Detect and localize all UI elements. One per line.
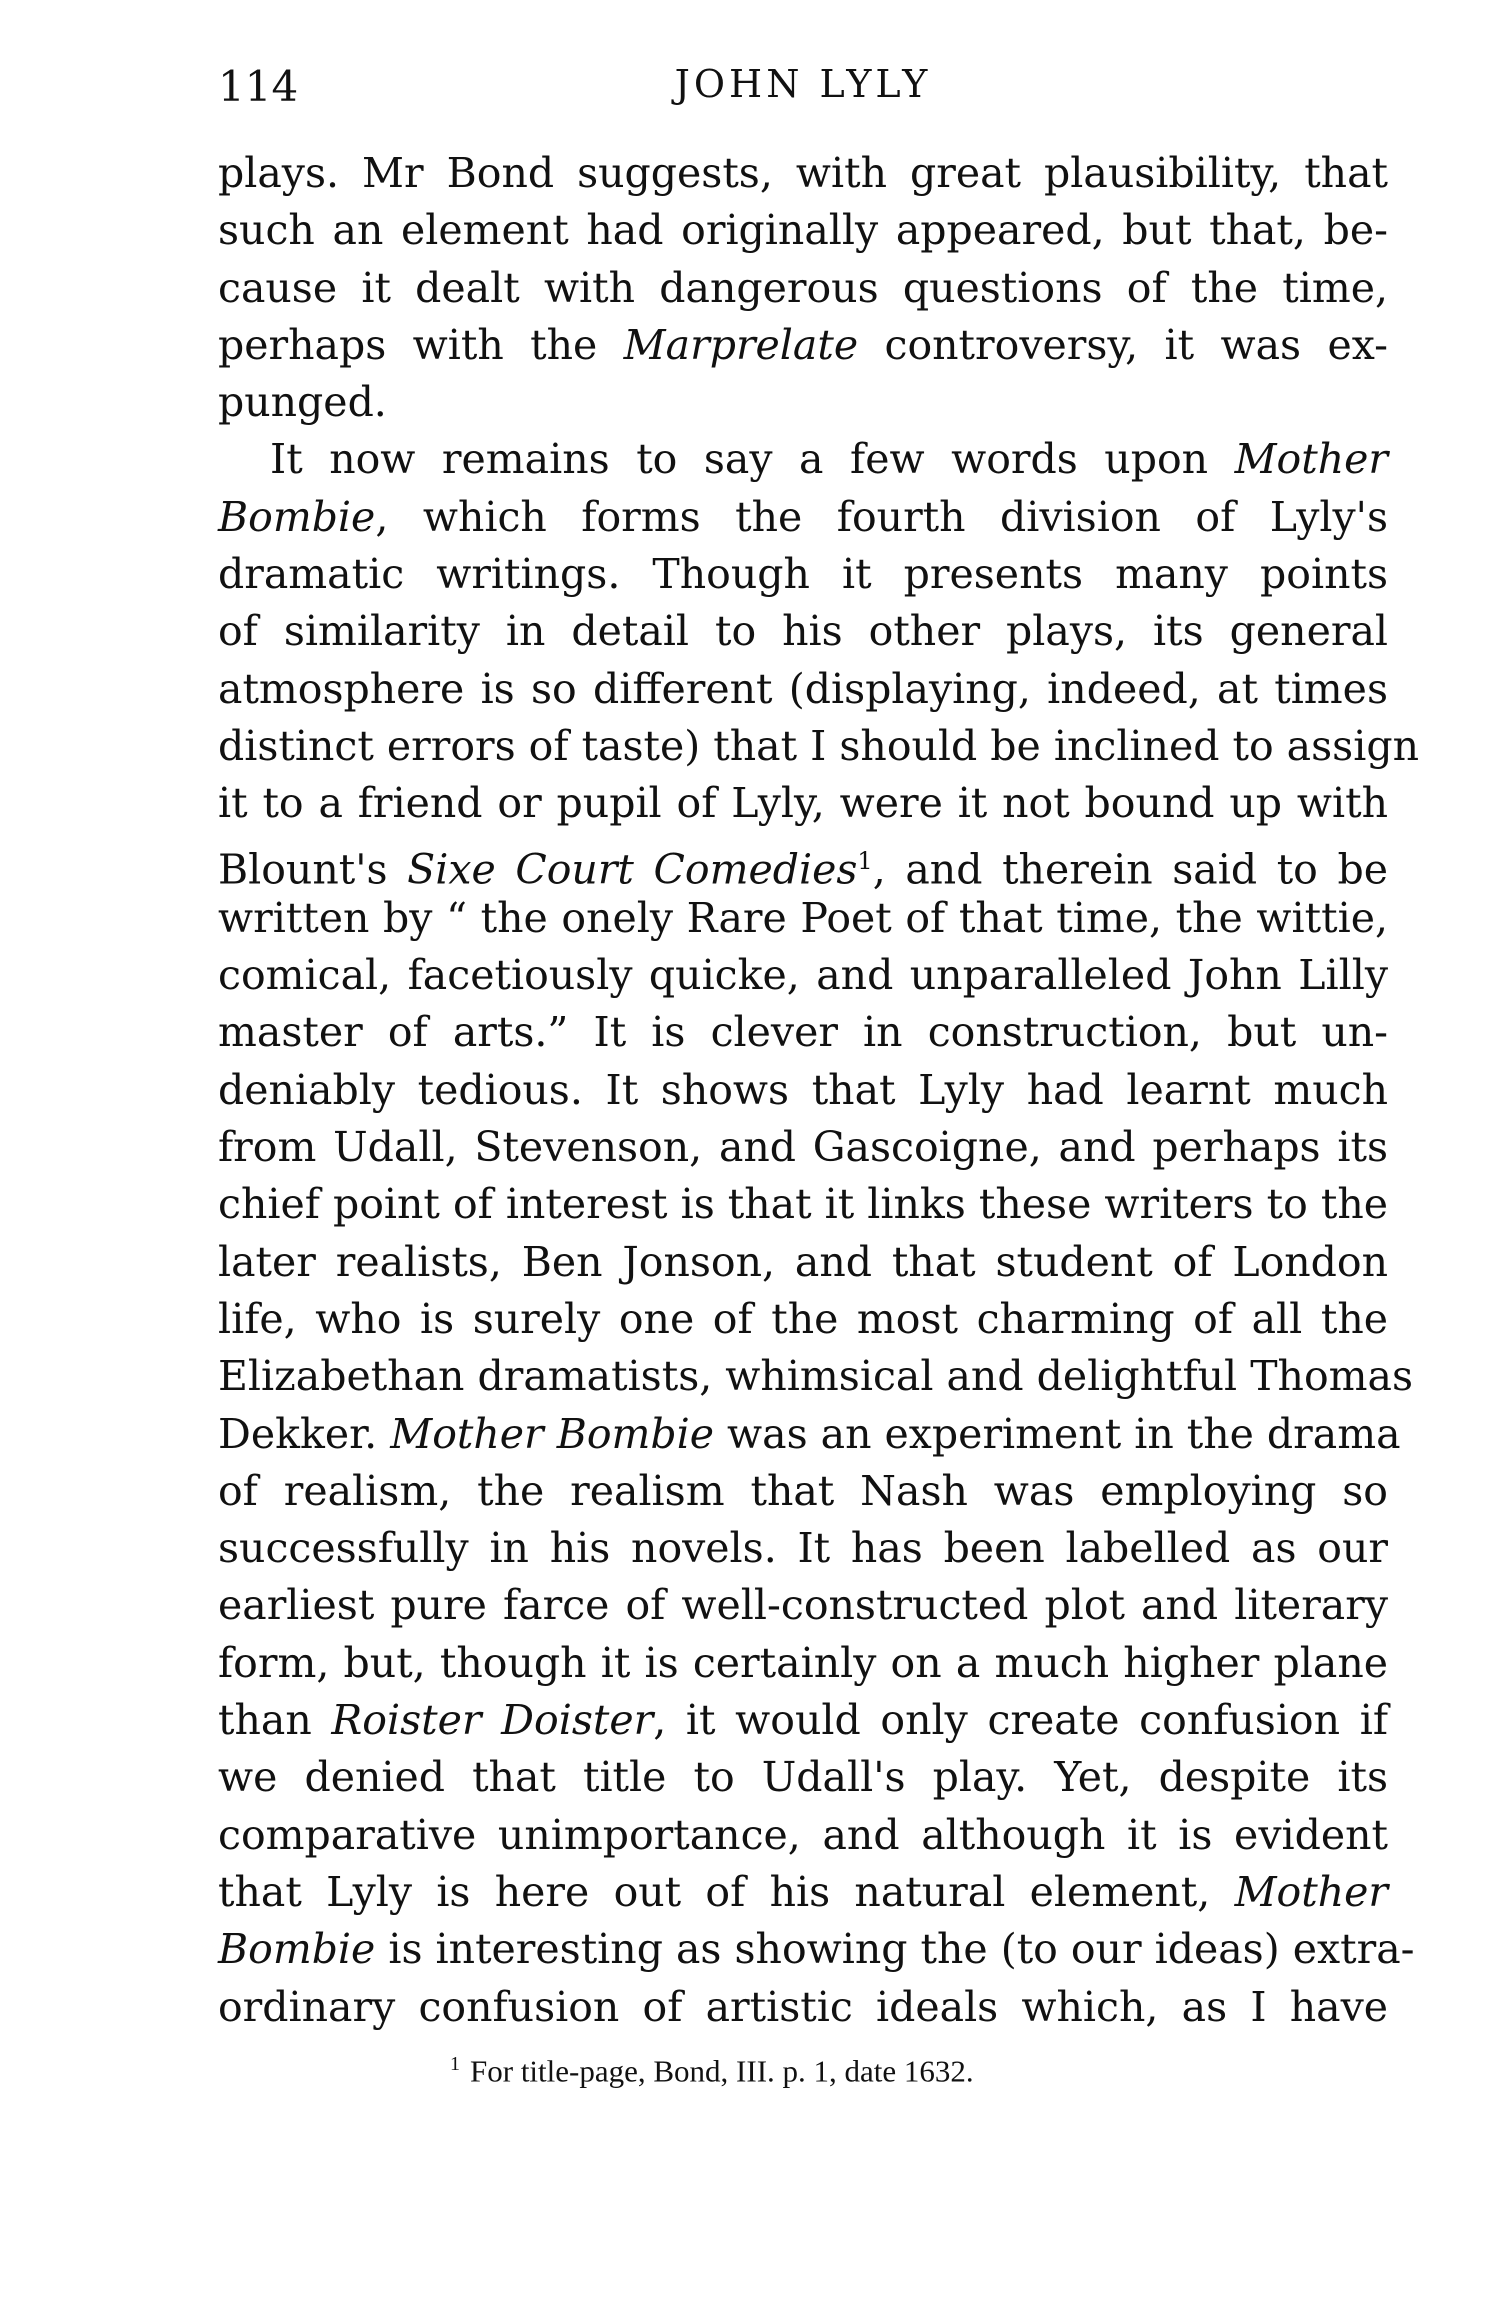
line-text: from Udall, Stevenson, and Gascoigne, and perhaps its xyxy=(218,1123,1388,1172)
text-line xyxy=(218,546,1388,603)
line-text: Elizabethan dramatists, whimsical and delightful Thomas xyxy=(218,1352,1414,1401)
text-line xyxy=(218,1807,1388,1864)
text-line xyxy=(218,374,1388,431)
text-line xyxy=(218,1692,1388,1749)
italic-title: Mother xyxy=(1234,435,1388,484)
text-line xyxy=(218,1234,1388,1291)
italic-title: Mother xyxy=(1234,1867,1388,1916)
line-text: , which forms the fourth division of Lyly's xyxy=(375,492,1388,541)
line-text: controversy, it was ex- xyxy=(858,320,1389,369)
text-line xyxy=(218,431,1388,488)
body-text xyxy=(218,145,1419,2036)
line-text: Dekker. xyxy=(218,1409,391,1458)
line-text: cause it dealt with dangerous questions of the time, xyxy=(218,263,1388,312)
line-text: of realism, the realism that Nash was employing so xyxy=(218,1466,1388,1515)
line-text: Blount's xyxy=(218,845,408,894)
line-text: distinct errors of taste) that I should be inclined to assign xyxy=(218,721,1419,770)
line-text: earliest pure farce of well-constructed plot and literary xyxy=(218,1581,1388,1630)
text-line xyxy=(218,833,1388,894)
text-line xyxy=(218,1520,1388,1577)
text-line xyxy=(218,1921,1415,1978)
line-text: of similarity in detail to his other plays, its general xyxy=(218,607,1388,656)
line-text: such an element had originally appeared, but that, be- xyxy=(218,206,1388,255)
line-text: is interesting as showing the (to our ideas) extra- xyxy=(375,1925,1415,1974)
line-text: comparative unimportance, and although it is evident xyxy=(218,1810,1388,1859)
text-line xyxy=(218,947,1388,1004)
line-text: ordinary confusion of artistic ideals which, as I have xyxy=(218,1982,1388,2031)
line-text: successfully in his novels. It has been labelled as our xyxy=(218,1524,1388,1573)
line-text: atmosphere is so different (displaying, indeed, at times xyxy=(218,664,1388,713)
text-line xyxy=(218,890,1388,947)
line-text: perhaps with the xyxy=(218,320,624,369)
line-text: form, but, though it is certainly on a much higher plane xyxy=(218,1638,1388,1687)
line-text: comical, facetiously quicke, and unparalleled John Lilly xyxy=(218,951,1388,1000)
text-line xyxy=(218,317,1388,374)
text-line xyxy=(218,1176,1388,1233)
line-text: chief point of interest is that it links these writers to the xyxy=(218,1180,1388,1229)
footnote-reference: 1 xyxy=(857,846,873,875)
text-line xyxy=(218,145,1388,202)
text-line xyxy=(218,1406,1401,1463)
text-line xyxy=(218,1463,1388,1520)
text-line xyxy=(218,1062,1388,1119)
line-text: , and therein said to be xyxy=(872,845,1388,894)
line-text: master of arts.” It is clever in construction, but un- xyxy=(218,1008,1388,1057)
text-line xyxy=(218,1291,1388,1348)
italic-title: Sixe Court Comedies xyxy=(407,845,858,894)
line-text: It now remains to say a few words upon xyxy=(270,435,1235,484)
line-text: was an experiment in the drama xyxy=(714,1409,1401,1458)
footnote-marker: 1 xyxy=(450,2053,460,2075)
text-line xyxy=(218,775,1388,832)
italic-title: Bombie xyxy=(218,1925,376,1974)
text-line xyxy=(218,1119,1388,1176)
text-line xyxy=(218,1864,1388,1921)
line-text: written by “ the onely Rare Poet of that time, the wittie, xyxy=(218,893,1388,942)
line-text: punged. xyxy=(218,378,387,427)
text-line xyxy=(218,1004,1388,1061)
italic-title: Mother Bombie xyxy=(390,1409,715,1458)
line-text: life, who is surely one of the most charming of all the xyxy=(218,1294,1388,1343)
line-text: we denied that title to Udall's play. Yet, despite its xyxy=(218,1753,1388,1802)
line-text: later realists, Ben Jonson, and that student of London xyxy=(218,1237,1388,1286)
line-text: that Lyly is here out of his natural element, xyxy=(218,1867,1235,1916)
italic-title: Marprelate xyxy=(623,320,859,369)
text-line xyxy=(218,1749,1388,1806)
line-text: plays. Mr Bond suggests, with great plausibility, that xyxy=(218,149,1388,197)
page-number: 114 xyxy=(218,62,299,111)
running-head: JOHN LYLY xyxy=(674,62,932,106)
line-text: , it would only create confusion if xyxy=(653,1696,1388,1745)
text-line xyxy=(218,718,1419,775)
text-line xyxy=(218,260,1388,317)
footnote-text: For title-page, Bond, III. p. 1, date 1632. xyxy=(470,2053,974,2089)
line-text: it to a friend or pupil of Lyly, were it not bound up with xyxy=(218,779,1388,828)
line-text: deniably tedious. It shows that Lyly had learnt much xyxy=(218,1065,1388,1114)
text-line xyxy=(218,202,1388,259)
text-line xyxy=(218,1635,1388,1692)
page-header xyxy=(218,62,1388,122)
text-line xyxy=(218,489,1388,546)
italic-title: Roister Doister xyxy=(331,1696,654,1745)
text-line xyxy=(218,1348,1414,1405)
footnote xyxy=(450,2053,974,2089)
italic-title: Bombie xyxy=(218,492,376,541)
text-line xyxy=(218,661,1388,718)
text-line xyxy=(218,1979,1388,2036)
text-line xyxy=(218,1577,1388,1634)
line-text: dramatic writings. Though it presents many points xyxy=(218,550,1388,599)
line-text: than xyxy=(218,1696,332,1745)
text-line xyxy=(218,603,1388,660)
